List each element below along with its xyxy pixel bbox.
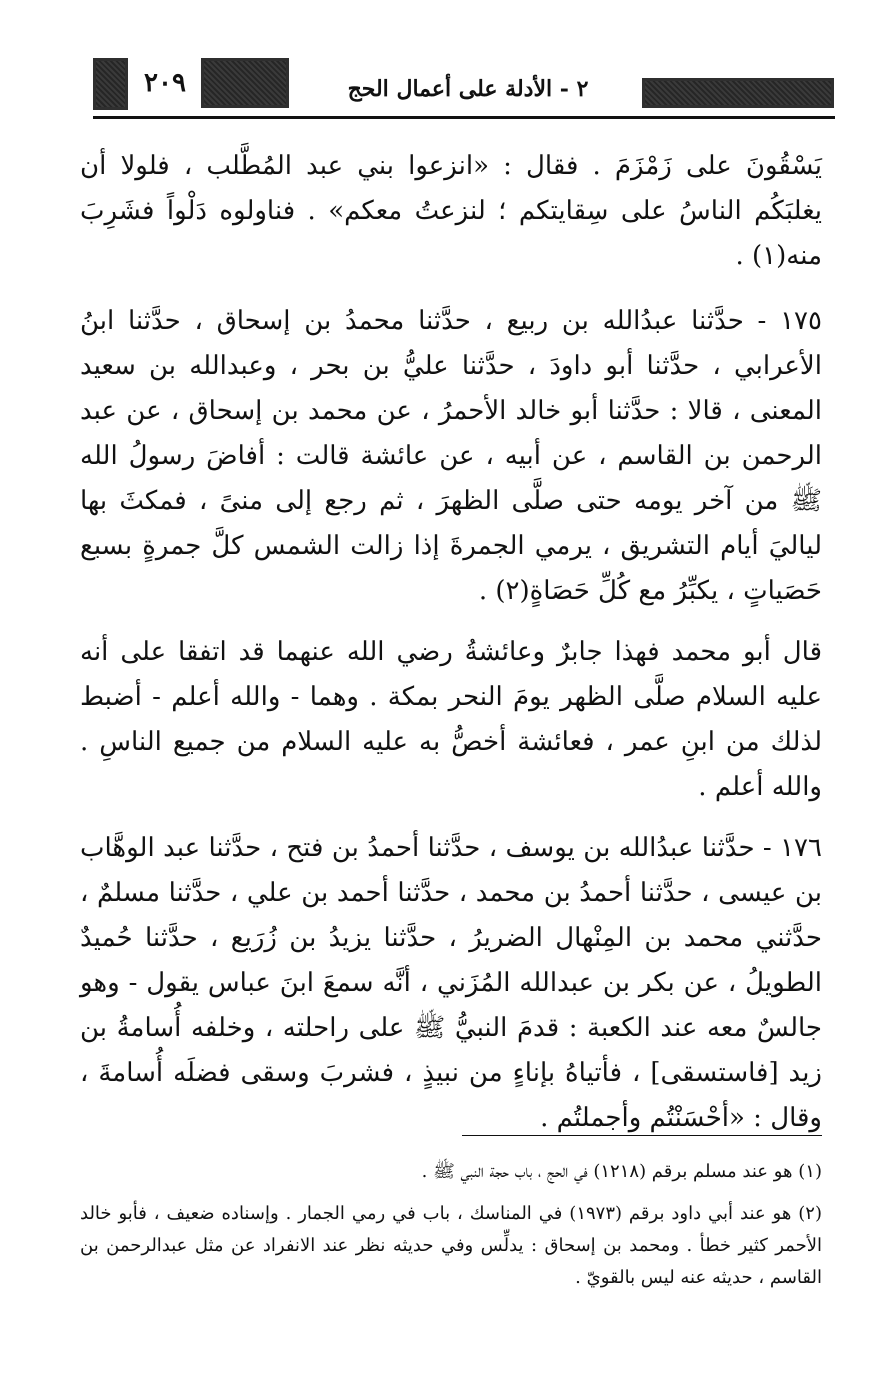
header-rule [93,116,835,119]
running-title: ٢ - الأدلة على أعمال الحج [347,76,589,102]
header-ornament-right [642,78,834,108]
page-number: ٢٠٩ [144,68,186,98]
main-text [80,144,822,1157]
running-header [93,58,835,122]
header-ornament-left [93,58,128,110]
footnote-separator [462,1135,822,1136]
hadith-176: ١٧٦ - حدَّثنا عبدُالله بن يوسف ، حدَّثنا أحمدُ بن فتح ، حدَّثنا عبد الوهَّاب بن عيسى ، حدَّثنا أحمدُ بن محمد ، حدَّثنا أحمد بن علي ، حدَّثنا مسلمٌ ، حدَّثني محمد بن المِنْهال الضريرُ ، حدَّثنا يزيدُ بن زُرَيع ، حدَّثنا حُميدٌ الطويلُ ، عن بكر بن عبدالله المُزَني ، أنَّه سمعَ ابنَ عباس يقول - وهو جالسٌ معه عند الكعبة : قدمَ النبيُّ ﷺ على راحلته ، وخلفه أُسامةُ بن زيد [فاستسقى] ، فأتياهُ بإناءٍ من نبيذٍ ، فشربَ وسقى فضلَه أُسامةَ ، وقال : «أحْسَنْتُم وأجملتُم . [80,833,822,1133]
footnote-2: (٢) هو عند أبي داود برقم (١٩٧٣) في المناسك ، باب في رمي الجمار . وإسناده ضعيف ، فأبو خالد الأحمر كثير خطأ . ومحمد بن إسحاق : يدلِّس وفي حديثه نظر عند الانفراد عن مثل عبدالرحمن بن القاسم ، حديثه عنه ليس بالقويّ . [80,1203,822,1288]
hadith-175: ١٧٥ - حدَّثنا عبدُالله بن ربيع ، حدَّثنا محمدُ بن إسحاق ، حدَّثنا ابنُ الأعرابي ، حدَّثنا أبو داودَ ، حدَّثنا عليُّ بن بحر ، وعبدالله بن سعيد المعنى ، قالا : حدَّثنا أبو خالد الأحمرُ ، عن محمد بن إسحاق ، عن عبد الرحمن بن القاسم ، عن أبيه ، عن عائشة قالت : أفاضَ رسولُ الله ﷺ من آخر يومه حتى صلَّى الظهرَ ، ثم رجع إلى منىً ، فمكثَ بها لياليَ أيام التشريق ، يرمي الجمرةَ إذا زالت الشمس كلَّ جمرةٍ بسبع حَصَياتٍ ، يكبِّرُ مع كُلِّ حَصَاةٍ(٢) . [80,306,822,606]
footnotes [80,1156,822,1304]
commentary-paragraph: قال أبو محمد فهذا جابرٌ وعائشةُ رضي الله عنهما قد اتفقا على أنه عليه السلام صلَّى الظهر يومَ النحر بمكة . وهما - والله أعلم - أضبط لذلك من ابنِ عمر ، فعائشة أخصُّ به عليه السلام من جميع الناسِ . والله أعلم . [80,637,822,802]
header-ornament-middle [201,58,289,108]
footnote-1: (١) هو عند مسلم برقم (١٢١٨) في الحج ، باب حجة النبي ﷺ . [421,1161,822,1182]
paragraph-continuation: يَسْقُونَ على زَمْزَمَ . فقال : «انزعوا بني عبد المُطَّلب ، فلولا أن يغلبَكُم الناسُ على سِقايتكم ؛ لنزعتُ معكم» . فناولوه دَلْواً فشَرِبَ منه(١) . [80,151,822,271]
